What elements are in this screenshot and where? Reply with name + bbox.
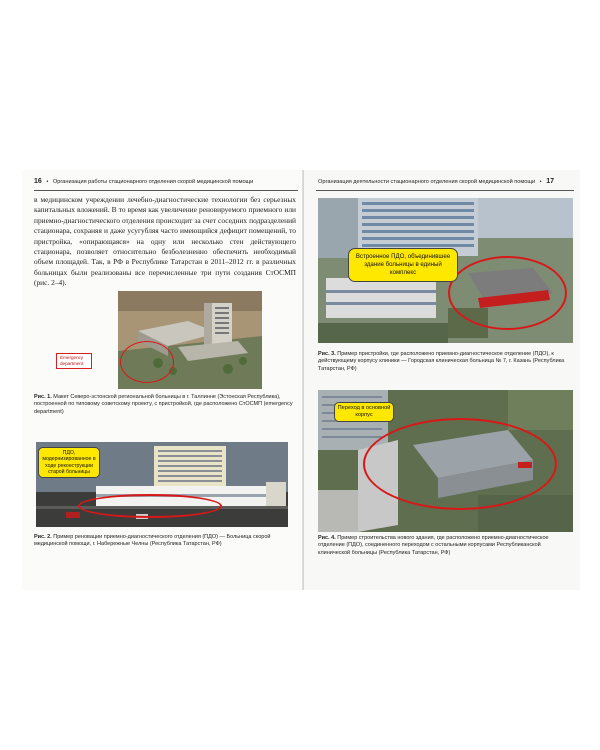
- left-body-text: [34, 195, 296, 289]
- right-running-head: Организация деятельности стационарного отделения скорой медицинской помощи • 17: [318, 178, 554, 185]
- left-running-head-text: Организация работы стационарного отделения скорой медицинской помощи: [52, 179, 254, 185]
- figure2-marker-ellipse: [78, 494, 222, 518]
- figure4-marker-ellipse: [363, 418, 557, 510]
- figure2-caption: [34, 534, 296, 549]
- right-running-head-text: Организация деятельности стационарного отделения скорой медицинской помощи: [318, 179, 536, 185]
- figure3-caption-label: Рис. 3.: [318, 351, 336, 357]
- figure1-photo: [118, 291, 262, 389]
- figure3-callout: Встроенное ПДО, объединившее здание больницы в единый комплекс: [348, 248, 458, 282]
- left-page-number: 16: [34, 178, 42, 185]
- paragraph: в медицинском учреждении лечебно-диагностические технологии без серьезных капитальных вложений. В то время как увеличение реновируемого приемного или приемно-диагностического отделения происходит за счет соседних подразделений стационара, сохраняя и даже усугубляя часто имеющийся дефицит помещений, то пристройка, «опирающаяся» на одну или несколько стен действующего стационара, позволяет относительно безболезненно обеспечить необходимый объем площадей. Так, в РФ в Республике Татарстан в 2011–2012 гг. в различных больницах были реализованы все перечисленные три пути создания СтОСМП (рис. 2–4).: [34, 195, 296, 288]
- figure3-marker-ellipse: [448, 256, 567, 330]
- figure1-caption-label: Рис. 1.: [34, 394, 52, 400]
- figure4-callout: Переход в основной корпус: [334, 402, 394, 422]
- figure1-caption: [34, 394, 296, 416]
- figure2-caption-label: Рис. 2.: [34, 534, 52, 540]
- figure2-caption-text: Пример реновации приемно-диагностического отделения (ПДО) — Больница скорой медицинской помощи, г. Набережные Челны (Республика Татарстан, РФ): [34, 534, 271, 548]
- emergency-department-label: Emergency department: [56, 353, 92, 369]
- left-running-head: 16 • Организация работы стационарного отделения скорой медицинской помощи: [34, 178, 254, 185]
- figure1-caption-text: Макет Северо-эстонской региональной больницы в г. Таллинне (Эстонская Республика), построенной по типовому советскому проекту, с пристройкой, где расположено СтОСМП (emergency department): [34, 394, 293, 415]
- right-page-number: 17: [546, 178, 554, 185]
- right-page: [304, 170, 580, 590]
- figure4-caption: [318, 535, 574, 557]
- figure3-caption-text: Пример пристройки, где расположено приемно-диагностическое отделение (ПДО), к действующему корпусу клиники — Городская клиническая больница № 7, г. Казань (Республика Татарстан, РФ): [318, 351, 565, 372]
- left-page: [22, 170, 304, 590]
- figure4-caption-text: Пример строительства нового здания, где расположено приемно-диагностическое отделение (ПДО), соединенного переходом с остальными корпусами Республиканской клинической больницы (Республика Татарстан, РФ): [318, 535, 549, 556]
- figure4-caption-label: Рис. 4.: [318, 535, 336, 541]
- left-header-rule: [34, 190, 298, 191]
- figure3-caption: [318, 351, 574, 373]
- figure2-callout: ПДО, модернизированное в ходе реконструкции старой больницы: [38, 447, 100, 478]
- right-header-rule: [316, 190, 574, 191]
- figure1-marker-ellipse: [120, 341, 174, 383]
